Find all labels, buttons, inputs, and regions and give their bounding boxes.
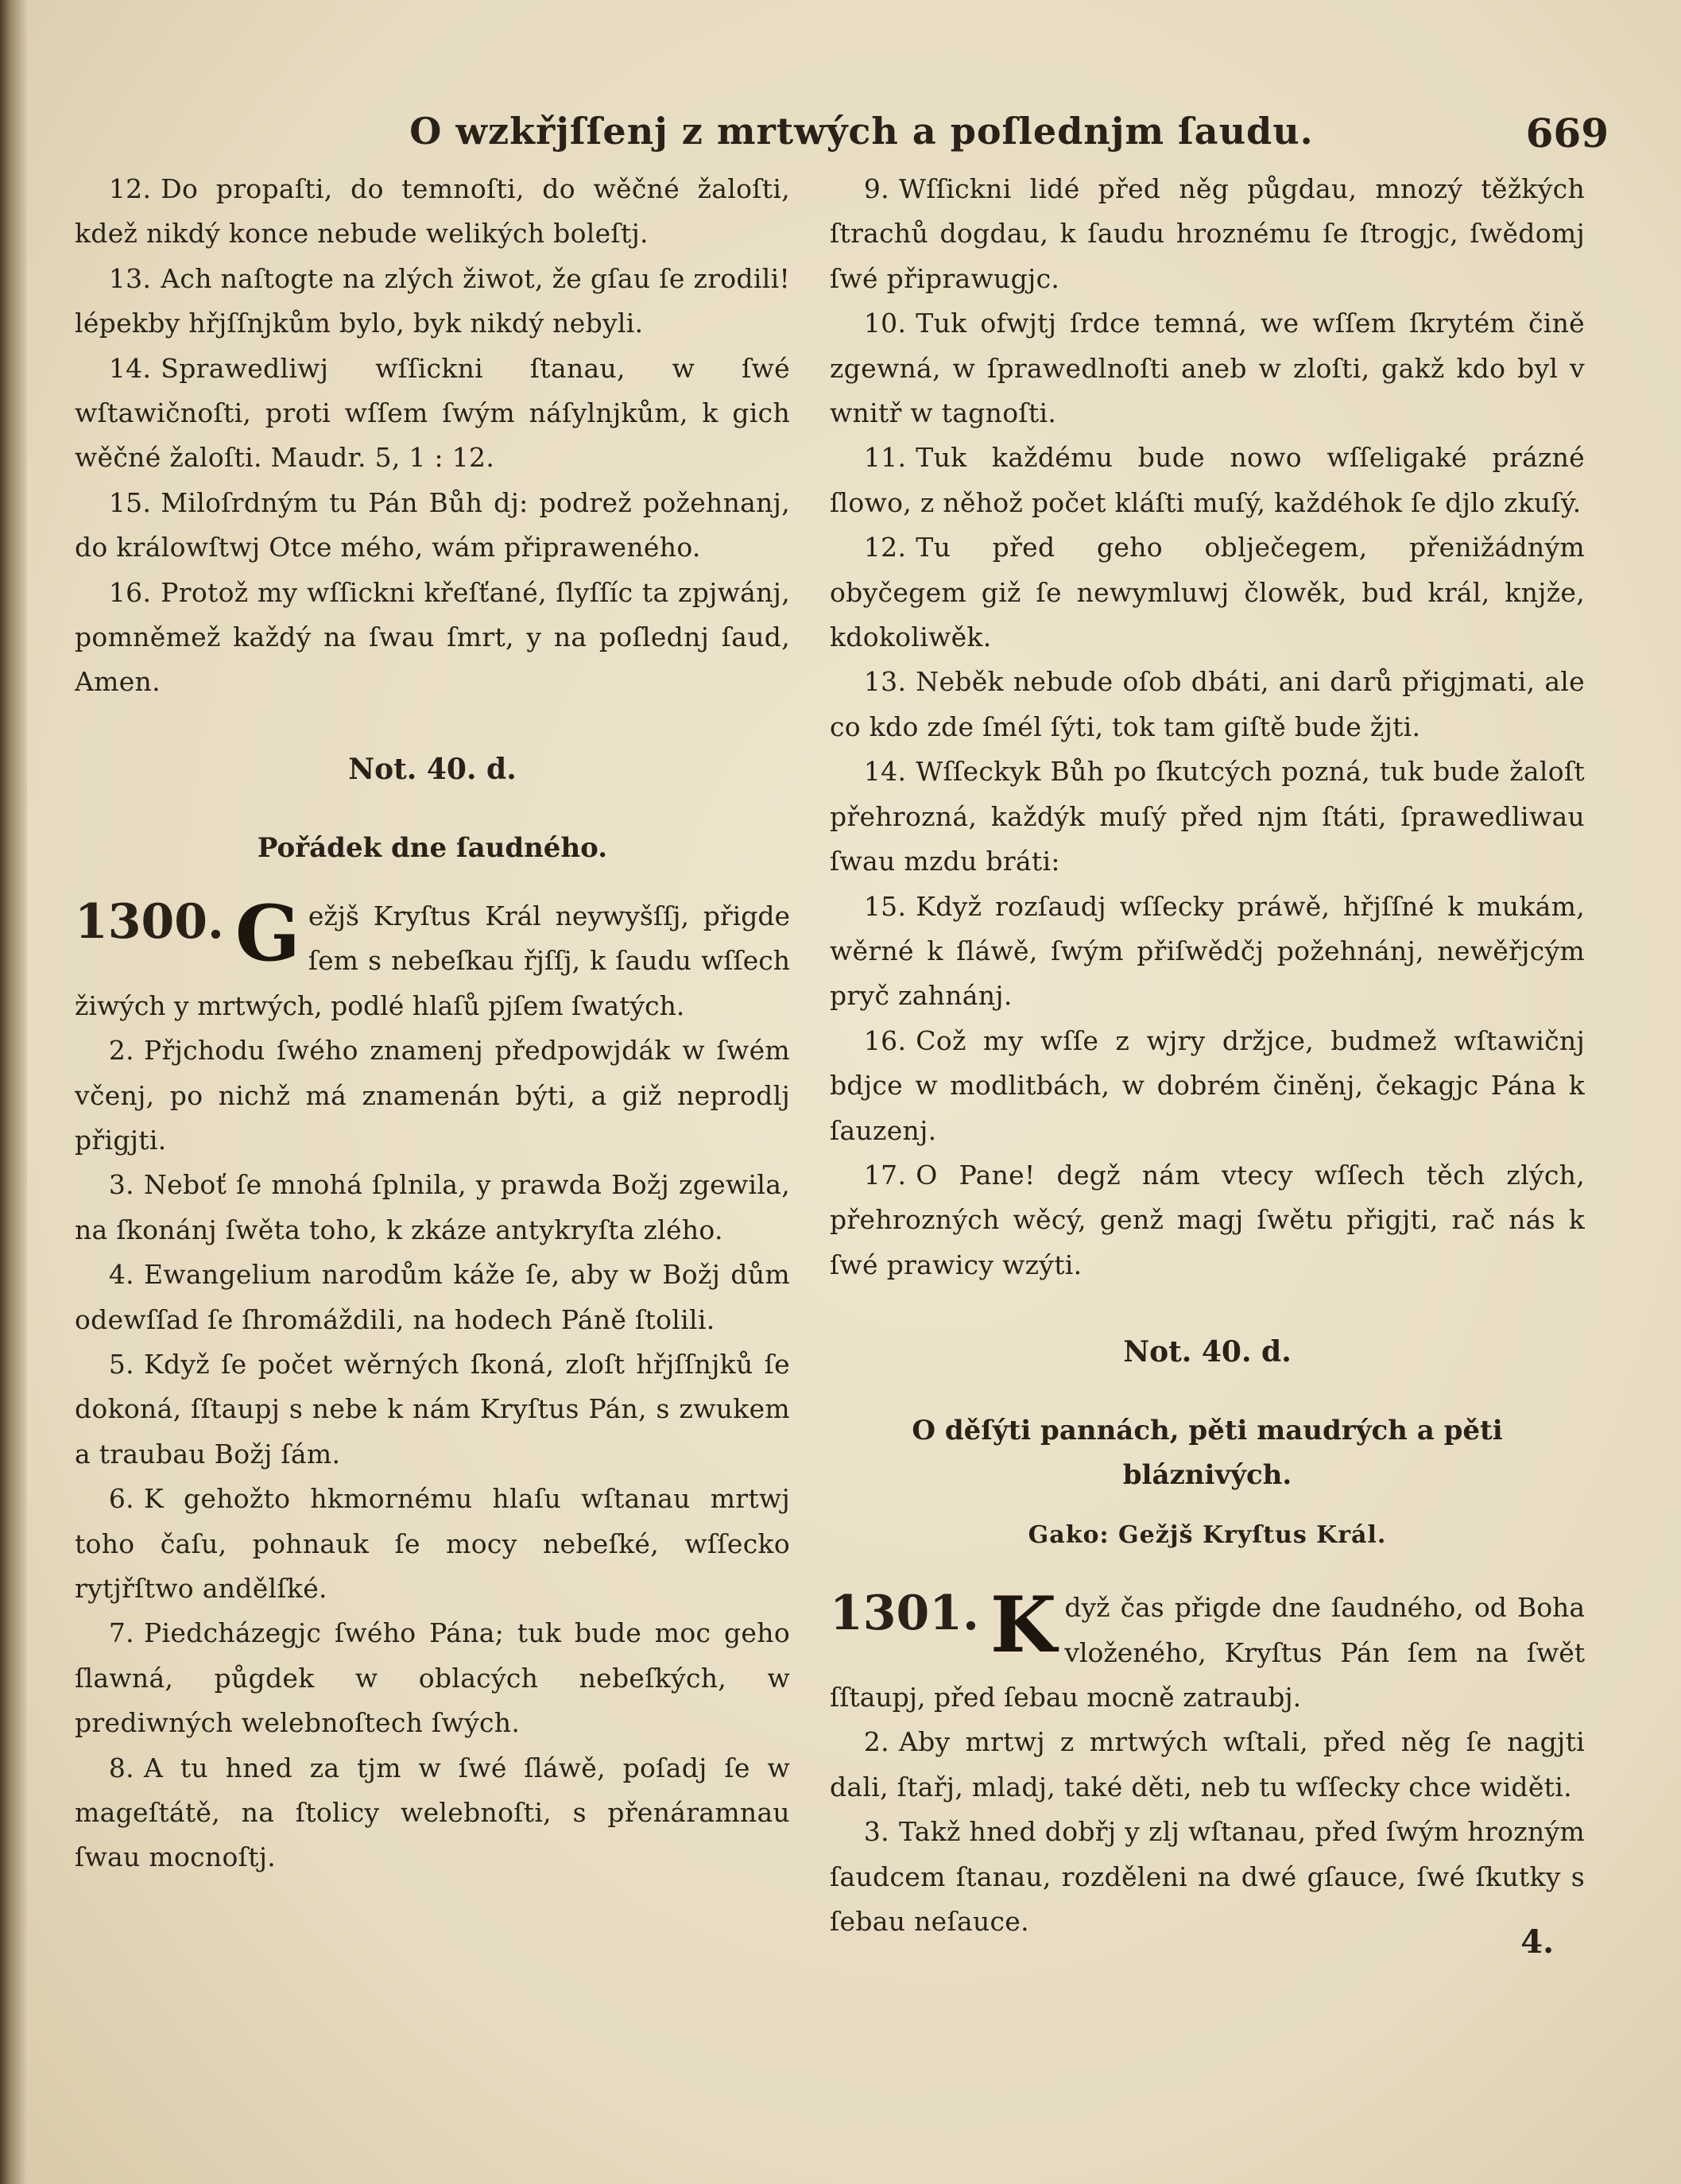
stanza-number: 8. bbox=[108, 1752, 134, 1783]
stanza-number: 13. bbox=[863, 666, 907, 698]
stanza-number: 7. bbox=[108, 1617, 134, 1649]
stanza-text: Ach naſtogte na zlých žiwot, že gſau ſe zrodili! lépekby hřjſſnjkům bylo, byk nikdý nebyli. bbox=[75, 262, 790, 339]
stanza-number: 15. bbox=[863, 890, 907, 922]
right-hymn-tune: Gako: Gežjš Kryſtus Král. bbox=[1028, 1521, 1387, 1550]
stanza-number: 3. bbox=[108, 1169, 134, 1201]
stanza-text: Když rozſaudj wſſecky práwě, hřjſſné k mukám, wěrné k ſláwě, ſwým přiſwědčj požehnánj, newěřjcým pryč zahnánj. bbox=[830, 890, 1585, 1012]
stanza-text: Tuk ofwjtj ſrdce temná, we wſſem ſkrytém čině zgewná, w ſprawedlnoſti aneb w zloſti, gakž kdo byl v wnitř w tagnoſti. bbox=[830, 308, 1585, 429]
stanza-number: 16. bbox=[108, 576, 152, 608]
stanza-text: Sprawedliwj wſſickni ſtanau, w ſwé wſtawičnoſti, proti wſſem ſwým náſylnjkům, k gich wěčné žaloſti. Maudr. 5, 1 : 12. bbox=[75, 352, 790, 474]
stanza-number: 4. bbox=[108, 1259, 134, 1291]
stanza bbox=[75, 1746, 790, 1880]
stanza-number: 2. bbox=[108, 1035, 134, 1067]
stanza bbox=[830, 1019, 1585, 1153]
stanza bbox=[830, 749, 1585, 884]
stanza bbox=[75, 481, 790, 571]
book-page bbox=[27, 0, 1681, 2184]
stanza-text: Což my wſſe z wjry držjce, budmež wſtawičnj bdjce w modlitbách, w dobrém činěnj, čekagjc Pána k ſauzenj. bbox=[830, 1024, 1585, 1146]
stanza-text: Přjchodu ſwého znamenj předpowjdák w ſwém včenj, po nichž má znamenán býti, a giž neprodlj přigjti. bbox=[75, 1035, 790, 1156]
stanza-number: 15. bbox=[108, 486, 152, 518]
stanza-text: Tu před geho oblječegem, přenižádným obyčegem giž ſe newymluwj člowěk, bud král, knjže, kdokoliwěk. bbox=[830, 532, 1585, 653]
page-number: 669 bbox=[1525, 110, 1609, 157]
stanza-text: K gehožto hkmornému hlaſu wſtanau mrtwj toho čaſu, pohnauk ſe mocy nebeſké, wſſecko rytjřſtwo andělſké. bbox=[75, 1483, 790, 1604]
stanza-number: 11. bbox=[863, 442, 907, 474]
stanza-text: Miloſrdným tu Pán Bůh dj: podrež požehnanj, do králowſtwj Otce mého, wám připraweného. bbox=[75, 486, 790, 563]
stanza-number: 9. bbox=[863, 173, 889, 204]
left-hymn-title: Pořádek dne ſaudného. bbox=[257, 831, 608, 864]
stanza-text: Takž hned dobřj y zlj wſtanau, před ſwým hrozným ſaudcem ſtanau, rozděleni na dwé gſauce, ſwé ſkutky s ſebau neſauce. bbox=[830, 1816, 1585, 1937]
left-drop-initial: G bbox=[234, 888, 300, 978]
stanza-number: 13. bbox=[108, 262, 152, 294]
stanza-text: Neběk nebude oſob dbáti, ani darů přigjmati, ale co kdo zde ſmél ſýti, tok tam giſtě bude žjti. bbox=[830, 666, 1585, 742]
left-hymn-number-label: Not. 40. d. bbox=[348, 752, 517, 786]
stanza bbox=[75, 1342, 790, 1477]
stanza bbox=[830, 1720, 1585, 1810]
stanza-number: 2. bbox=[863, 1726, 889, 1758]
stanza-number: 5. bbox=[108, 1348, 134, 1380]
stanza-text: Piedcházegjc ſwého Pána; tuk bude moc geho ſlawná, půgdek w oblacých nebeſkých, w prediwných welebnoſtech ſwých. bbox=[75, 1617, 790, 1739]
stanza bbox=[830, 660, 1585, 749]
stanza bbox=[75, 257, 790, 347]
right-opening-text: dyž čas přigde dne ſaudného, od Boha vloženého, Kryſtus Pán ſem na ſwět ſſtaupj, před ſebau mocně zatraubj. bbox=[830, 1592, 1585, 1713]
stanza-number: 3. bbox=[863, 1816, 889, 1848]
left-hymn-opening bbox=[75, 888, 790, 1028]
stanza-number: 10. bbox=[863, 308, 907, 339]
stanza-text: Tuk každému bude nowo wſſeligaké prázné ſlowo, z něhož počet kláſti muſý, každéhok ſe djlo zkuſý. bbox=[830, 442, 1585, 518]
stanza-number: 16. bbox=[863, 1024, 907, 1056]
stanza bbox=[75, 167, 790, 257]
stanza bbox=[75, 1477, 790, 1611]
stanza-text: Ewangelium narodům káže ſe, aby w Božj dům odewſſad ſe ſhromáždili, na hodech Páně ſtolili. bbox=[75, 1259, 790, 1335]
stanza-text: Wſſickni lidé před něg půgdau, mnozý těžkých ſtrachů dogdau, k ſaudu hroznému ſe ſtrogjc, ſwědomj ſwé připrawugjc. bbox=[830, 173, 1585, 294]
stanza-text: O Pane! degž nám vtecy wſſech těch zlých, přehrozných wěcý, genž magj ſwětu přigjti, rač nás k ſwé prawicy wzýti. bbox=[830, 1159, 1585, 1280]
right-hymn-title: O děſýti pannách, pěti maudrých a pěti bláznivých. bbox=[912, 1415, 1503, 1492]
stanza bbox=[75, 571, 790, 705]
stanza bbox=[75, 1028, 790, 1163]
stanza-text: Neboť ſe mnohá ſplnila, y prawda Božj zgewila, na ſkonánj ſwěta toho, k zkáze antykryſta zlého. bbox=[75, 1169, 790, 1245]
right-drop-initial: K bbox=[990, 1580, 1057, 1671]
stanza-text: Protož my wſſickni křeſťané, ſlyſſíc ta zpjwánj, pomněmež každý na ſwau ſmrt, y na poſlednj ſaud, Amen. bbox=[75, 576, 790, 698]
running-head bbox=[114, 110, 1609, 165]
stanza bbox=[830, 1810, 1585, 1944]
stanza bbox=[830, 885, 1585, 1019]
stanza bbox=[75, 1611, 790, 1745]
stanza bbox=[75, 1163, 790, 1253]
right-continued-stanzas bbox=[830, 167, 1585, 1288]
stanza-text: Když ſe počet wěrných ſkoná, zloſt hřjſſnjků ſe dokoná, ſſtaupj s nebe k nám Kryſtus Pán, s zwukem a traubau Božj ſám. bbox=[75, 1348, 790, 1470]
right-hymn-stanzas bbox=[830, 1720, 1585, 1944]
stanza bbox=[830, 167, 1585, 301]
left-hymn-index: 1300. bbox=[75, 893, 224, 950]
right-hymn-opening bbox=[830, 1580, 1585, 1720]
stanza-number: 17. bbox=[863, 1159, 907, 1191]
stanza bbox=[830, 436, 1585, 525]
right-hymn-index: 1301. bbox=[830, 1586, 979, 1642]
right-hymn-number-label: Not. 40. d. bbox=[1123, 1335, 1292, 1369]
stanza bbox=[830, 1153, 1585, 1288]
stanza-text: A tu hned za tjm w ſwé ſláwě, poſadj ſe w mageſtátě, na ſtolicy welebnoſti, s přenáramnau ſwau mocnoſtj. bbox=[75, 1752, 790, 1873]
stanza-text: Aby mrtwj z mrtwých wſtali, před něg ſe nagjti dali, ſtařj, mladj, také děti, neb tu wſſecky chce widěti. bbox=[830, 1726, 1585, 1803]
stanza-number: 12. bbox=[863, 532, 907, 563]
stanza-number: 14. bbox=[863, 756, 907, 788]
stanza-text: Do propaſti, do temnoſti, do wěčné žaloſti, kdež nikdý konce nebude welikých boleſtj. bbox=[75, 173, 790, 250]
stanza-text: Wſſeckyk Bůh po ſkutcých pozná, tuk bude žaloſt přehrozná, každýk muſý před njm ſtáti, ſprawedliwau ſwau mzdu bráti: bbox=[830, 756, 1585, 877]
left-hymn-stanzas bbox=[75, 1028, 790, 1880]
left-previous-stanzas bbox=[75, 167, 790, 705]
running-title: O wzkřjſſenj z mrtwých a poſlednjm ſaudu. bbox=[409, 110, 1314, 153]
stanza-number: 6. bbox=[108, 1483, 134, 1515]
stanza bbox=[830, 301, 1585, 436]
right-column bbox=[830, 167, 1585, 1944]
left-opening-text: ežjš Kryſtus Král neywyšſſj, přigde ſem s nebeſkau řjſſj, k ſaudu wſſech žiwých y mrtwých, podlé hlaſů pjſem ſwatých. bbox=[75, 900, 790, 1021]
left-column bbox=[75, 167, 790, 1880]
book-gutter bbox=[0, 0, 27, 2184]
stanza bbox=[75, 347, 790, 481]
stanza bbox=[75, 1253, 790, 1342]
catchword: 4. bbox=[1520, 1923, 1554, 1961]
stanza-number: 12. bbox=[108, 173, 152, 204]
stanza-number: 14. bbox=[108, 352, 152, 384]
stanza bbox=[830, 525, 1585, 660]
